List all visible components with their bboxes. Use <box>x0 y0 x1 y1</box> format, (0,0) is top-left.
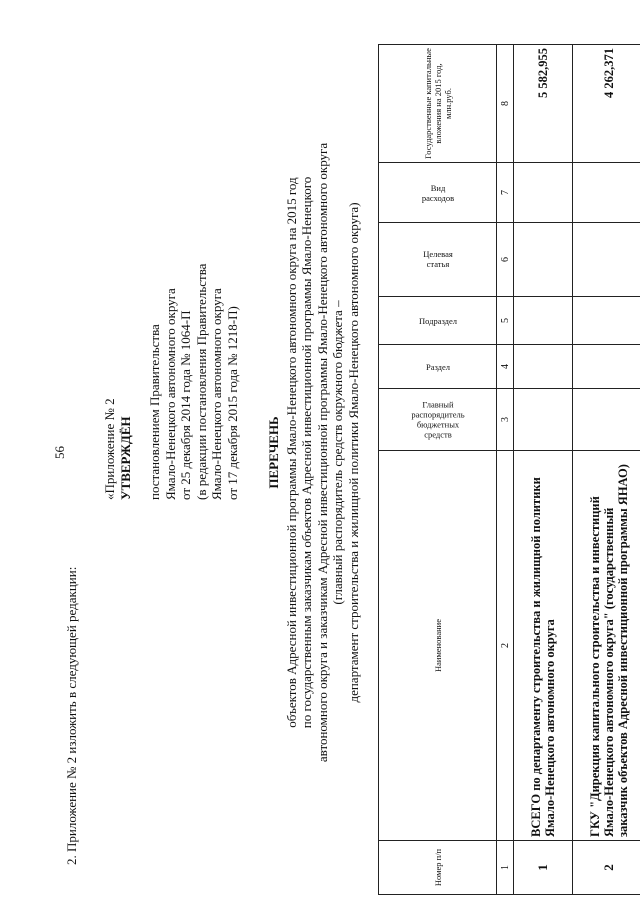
approval-block <box>102 264 240 500</box>
approval-line: от 25 декабря 2014 года № 1064-П <box>178 310 193 500</box>
row-number: 1 <box>514 841 573 895</box>
table-row <box>514 45 573 895</box>
header-expense-type: Вид расходов <box>379 163 497 223</box>
empty-cell <box>514 345 573 389</box>
objects-table <box>378 44 640 895</box>
col-number: 4 <box>497 345 514 389</box>
table-header-row <box>379 45 497 895</box>
page-number: 56 <box>52 446 67 459</box>
table-row <box>573 45 640 895</box>
col-number: 8 <box>497 45 514 163</box>
approval-line: (в редакции постановления Правительства <box>193 263 209 500</box>
heading-line: (главный распорядитель средств окружного бюджета – <box>330 300 345 605</box>
empty-cell <box>573 345 640 389</box>
empty-cell <box>514 389 573 451</box>
intro-text: 2. Приложение № 2 изложить в следующей редакции: <box>64 566 79 865</box>
heading-line: по государственным заказчикам объектов Адресной инвестиционной программы Ямало-Ненецкого <box>299 176 314 729</box>
approval-line: Ямало-Ненецкого автономного округа <box>209 288 224 500</box>
empty-cell <box>514 163 573 223</box>
row-name: ВСЕГО по департаменту строительства и жилищной политики Ямало-Ненецкого автономного округа <box>514 451 573 841</box>
empty-cell <box>573 163 640 223</box>
col-number: 6 <box>497 223 514 297</box>
approval-line: Ямало-Ненецкого автономного округа <box>162 288 178 500</box>
empty-cell <box>514 297 573 345</box>
header-main-manager: Главный распорядитель бюджетных средств <box>379 389 497 451</box>
header-amount: Государственные капитальные вложения на 2015 год, млн.руб. <box>379 45 497 163</box>
header-no: Номер п/п <box>379 841 497 895</box>
row-name: ГКУ "Дирекция капитального строительства и инвестиций Ямало-Ненецкого автономного округа" (государственный заказчик объектов Адресной инвестиционной программы ЯНАО) <box>573 451 640 841</box>
col-number: 2 <box>497 451 514 841</box>
heading-line: объектов Адресной инвестиционной программы Ямало-Ненецкого автономного округа на 2015 год <box>283 177 299 728</box>
empty-cell <box>514 223 573 297</box>
col-number: 1 <box>497 841 514 895</box>
empty-cell <box>573 223 640 297</box>
row-number: 2 <box>573 841 640 895</box>
header-subsection: Подраздел <box>379 297 497 345</box>
col-number: 3 <box>497 389 514 451</box>
heading-line: автономного округа и заказчикам Адресной инвестиционной программы Ямало-Ненецкого автономного округа <box>314 142 330 763</box>
heading-line: департамент строительства и жилищной политики Ямало-Ненецкого автономного округа) <box>345 202 361 703</box>
header-section: Раздел <box>379 345 497 389</box>
row-amount: 5 582,955 <box>514 45 573 163</box>
col-number: 7 <box>497 163 514 223</box>
header-target-article: Целевая статья <box>379 223 497 297</box>
approval-line: постановлением Правительства <box>147 324 162 500</box>
document-heading <box>266 30 361 875</box>
approval-approved: УТВЕРЖДЁН <box>117 416 133 500</box>
approval-line: от 17 декабря 2015 года № 1218-П) <box>224 306 240 500</box>
header-name: Наименование <box>379 451 497 841</box>
document-title: ПЕРЕЧЕНЬ <box>266 416 281 489</box>
row-amount: 4 262,371 <box>573 45 640 163</box>
col-number: 5 <box>497 297 514 345</box>
column-number-row <box>497 45 514 895</box>
empty-cell <box>573 389 640 451</box>
empty-cell <box>573 297 640 345</box>
approval-line: «Приложение № 2 <box>102 398 117 500</box>
